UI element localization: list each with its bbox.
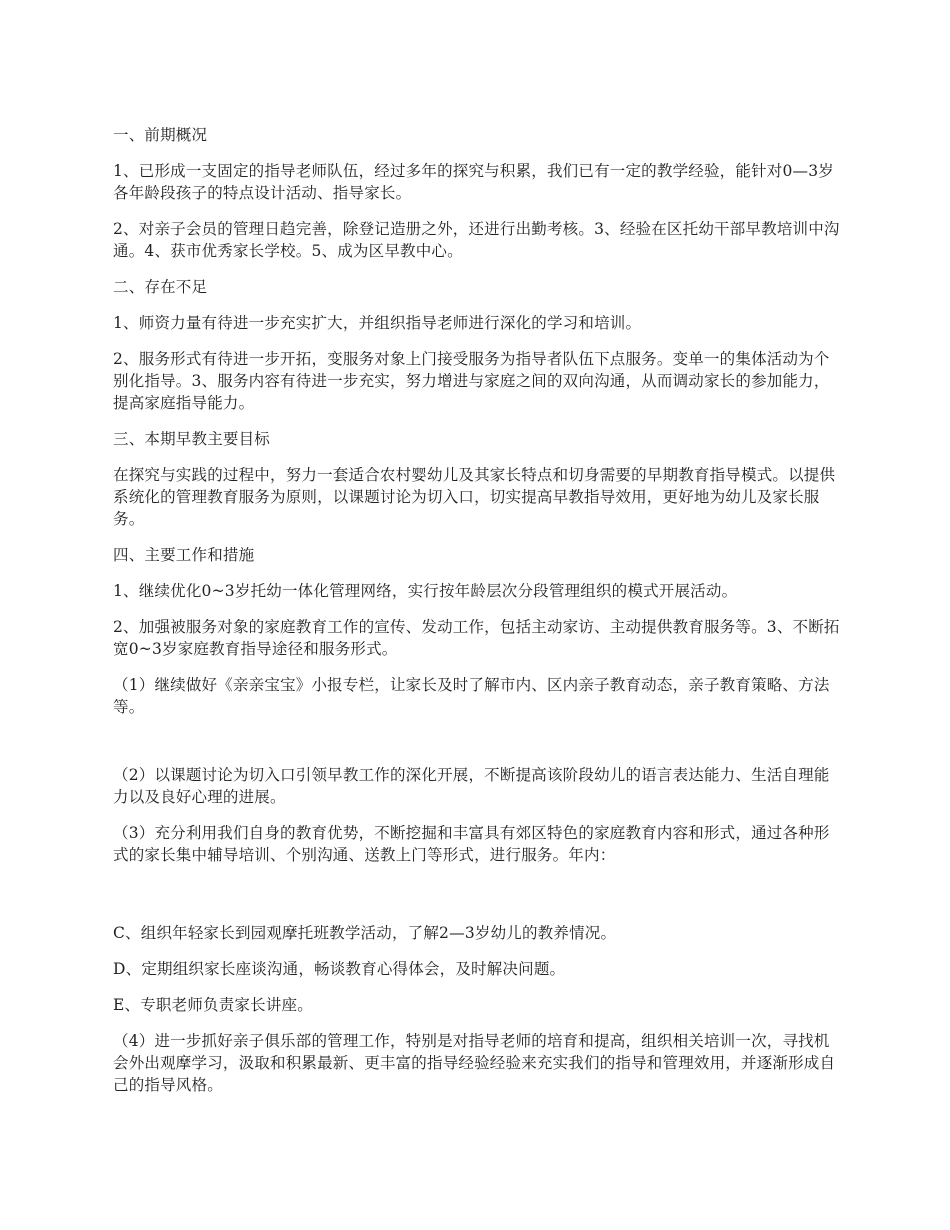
paragraph-4-6: （4）进一步抓好亲子俱乐部的管理工作，特别是对指导老师的培育和提高，组织相关培训一次，寻找机会外出观摩学习，汲取和积累最新、更丰富的指导经验经验来充实我们的指导和管理效用，并逐渐形成自己的指导风格。 xyxy=(113,1032,836,1094)
paragraph-4-4: （2）以课题讨论为切入口引领早教工作的深化开展，不断提高该阶段幼儿的语言表达能力、生活自理能力以及良好心理的进展。 xyxy=(113,766,830,806)
paragraph-4-5: （3）充分利用我们自身的教育优势，不断挖掘和丰富具有郊区特色的家庭教育内容和形式，通过各种形式的家长集中辅导培训、个别沟通、送教上门等形式，进行服务。年内： xyxy=(113,824,830,864)
section-heading-4: 四、主要工作和措施 xyxy=(113,546,255,564)
paragraph-4-2: 2、加强被服务对象的家庭教育工作的宣传、发动工作，包括主动家访、主动提供教育服务等。3、不断拓宽0~3岁家庭教育指导途径和服务形式。 xyxy=(113,618,840,658)
section-heading-3: 三、本期早教主要目标 xyxy=(113,430,271,448)
list-item-c: C、组织年轻家长到园观摩托班教学活动，了解2—3岁幼儿的教养情况。 xyxy=(113,924,617,942)
paragraph-2-1: 1、师资力量有待进一步充实扩大，并组织指导老师进行深化的学习和培训。 xyxy=(113,314,642,332)
document-body xyxy=(113,124,843,1110)
paragraph-2-2: 2、服务形式有待进一步开拓，变服务对象上门接受服务为指导者队伍下点服务。变单一的集体活动为个别化指导。3、服务内容有待进一步充实，努力增进与家庭之间的双向沟通，从而调动家长的参加能力，提高家庭指导能力。 xyxy=(113,350,830,412)
list-item-d: D、定期组织家长座谈沟通，畅谈教育心得体会，及时解决问题。 xyxy=(113,960,566,978)
paragraph-1-2: 2、对亲子会员的管理日趋完善，除登记造册之外，还进行出勤考核。3、经验在区托幼干部早教培训中沟通。4、获市优秀家长学校。5、成为区早教中心。 xyxy=(113,220,840,260)
section-heading-1: 一、前期概况 xyxy=(113,126,208,144)
paragraph-1-1: 1、已形成一支固定的指导老师队伍，经过多年的探究与积累，我们已有一定的教学经验，能针对0—3岁各年龄段孩子的特点设计活动、指导家长。 xyxy=(113,162,834,202)
paragraph-3-1: 在探究与实践的过程中，努力一套适合农村婴幼儿及其家长特点和切身需要的早期教育指导模式。以提供系统化的管理教育服务为原则，以课题讨论为切入口，切实提高早教指导效用，更好地为幼儿及家长服务。 xyxy=(113,466,836,528)
section-heading-2: 二、存在不足 xyxy=(113,278,208,296)
paragraph-4-3: （1）继续做好《亲亲宝宝》小报专栏，让家长及时了解市内、区内亲子教育动态，亲子教育策略、方法等。 xyxy=(113,676,830,716)
paragraph-4-1: 1、继续优化0~3岁托幼一体化管理网络，实行按年龄层次分段管理组织的模式开展活动。 xyxy=(113,582,738,600)
list-item-e: E、专职老师负责家长讲座。 xyxy=(113,996,313,1014)
